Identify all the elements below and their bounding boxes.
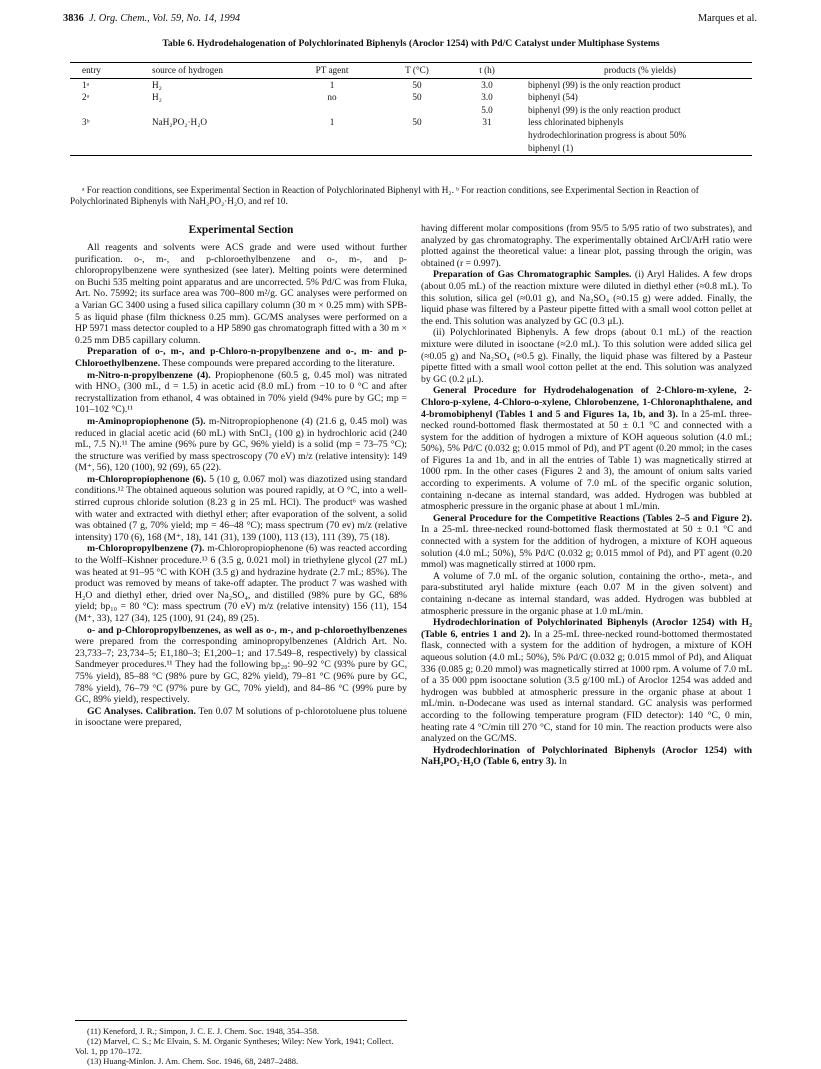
col-header-pt-agent: PT agent	[282, 63, 382, 79]
paragraph: All reagents and solvents were ACS grade and were used without further purification. o-, m-, and p-chloroethylbenzene and o-, m-, and p-chloropropylbenzene were synthesized (see later). Melting points were determined on Buchi 535 melting point apparatus and are uncorrected. 5% Pd/C was from Fluka, Art. No. 75992; its surface area was 700–800 m²/g. GC analyses were performed on a Varian GC 3400 using a fused silica capillary column (30 m × 0.25 mm) with SPB-5 as liquid phase (film thickness 0.25 mm). GC/MS analyses were performed on a HP 5971 mass detector coupled to a HP 5890 gas chromatograph fitted with a 30 m × 0.25 mm DB5 capillary column.	[75, 242, 407, 346]
left-column	[75, 223, 407, 729]
paragraph-body: These compounds were prepared according to the literature.	[160, 357, 395, 369]
right-column	[421, 223, 752, 768]
paragraph-body: In a 25-mL three-necked round-bottomed flask thermostated at 50 ± 0.1 °C and connected with a system for the addition of hydrogen, a mixture of KOH aqueous solution (4.0 mL; 50%), 5% Pd/C (0.032 g; 0.015 mmol of Pd), and PT agent (0.20 mmol) was magnetically stirred at 1000 rpm.	[421, 524, 752, 571]
paragraph-heading: m-Nitro-n-propylbenzene (4).	[87, 369, 211, 381]
paragraph-body: Ten 0.07 M solutions of p-chlorotoluene plus toluene in isooctane were prepared,	[75, 705, 407, 729]
cell-source: H₂	[152, 79, 162, 90]
table-6	[70, 62, 752, 156]
cell-temp: 50	[412, 79, 422, 90]
paragraph	[75, 474, 407, 544]
paragraph: A volume of 7.0 mL of the organic solution, containing the ortho-, meta-, and para-substituted aryl halide mixture (each 0.07 M in the given solvent) and containing n-decane as internal standard, was added. Hydrogen was bubbled at atmospheric pressure in the organic phase at 1.0 mL/min.	[421, 570, 752, 617]
col-header-source: source of hydrogen	[152, 63, 282, 79]
paragraph-body: (i) Aryl Halides. A few drops (about 0.05 mL) of the reaction mixture were diluted in diethyl ether (≈0.8 mL). To this solution, silica gel (≈0.01 g), and Na₂SO₄ (≈0.15 g) were added. Finally, the liquid phase was filtered by a Pasteur pipette fitted with a small wool cotton pellet at the end. This solution was analyzed by GC (0.3 μL).	[421, 269, 752, 327]
cell-source	[152, 104, 282, 117]
paragraph-body: In a 25-mL three-necked round-bottomed flask thermostated at 50 ± 0.1 °C and connected with a system for the addition of hydrogen a mixture of KOH aqueous solution (4.0 mL; 50%), 5% Pd/C (0.032 g; 0.015 mmol of Pd), and PT agent (0.20 mmol; in the cases of Figures 1a and 1b, and in all the entries of Table 1) was magnetically stirred at 1000 rpm. In the other cases (Figures 2 and 3), the amount of onium salts varied according to experiments. A volume of 7.0 mL of the specific organic solution, containing n-decane as internal standard, was added. Hydrogen was bubbled at atmospheric pressure in the organic phase at about 1 mL/min.	[421, 408, 752, 513]
paragraph	[421, 617, 752, 745]
paragraph-heading: m-Aminopropiophenone (5).	[87, 415, 206, 427]
paragraph-heading: GC Analyses. Calibration.	[87, 705, 196, 717]
paragraph	[75, 625, 407, 706]
page-number: 3836	[63, 13, 84, 24]
cell-source	[152, 129, 282, 142]
paragraph	[75, 346, 407, 369]
paragraph	[75, 543, 407, 624]
cell-pt	[282, 129, 382, 142]
paragraph-body: In	[556, 756, 567, 768]
cell-pt: 1	[329, 79, 335, 90]
journal-citation: J. Org. Chem., Vol. 59, No. 14, 1994	[88, 13, 241, 24]
cell-source: H₂	[152, 92, 162, 103]
cell-products: biphenyl (99) is the only reaction product	[528, 104, 681, 115]
cell-entry: 1ᵃ	[82, 79, 90, 90]
cell-entry	[70, 129, 152, 142]
table-row	[70, 78, 752, 91]
cell-time	[452, 129, 522, 142]
col-header-time: t (h)	[452, 63, 522, 79]
cell-entry	[70, 104, 152, 117]
cell-temp	[382, 129, 452, 142]
reference-item: (13) Huang-Minlon. J. Am. Chem. Soc. 1946, 68, 2487–2488.	[87, 1056, 299, 1066]
cell-temp	[382, 142, 452, 156]
cell-entry	[70, 142, 152, 156]
references	[75, 1020, 407, 1066]
cell-pt	[282, 142, 382, 156]
header-authors: Marques et al.	[697, 13, 757, 24]
cell-products: less chlorinated biphenyls	[528, 117, 624, 128]
paragraph	[421, 269, 752, 327]
table-footnote: ᵃ For reaction conditions, see Experimental Section in Reaction of Polychlorinated Biphenyl with H₂. ᵇ For reaction conditions, see Experimental Section in Reaction of Polychlorinated Biphenyls with NaH₂PO₂·H₂O, and ref 10.	[70, 185, 699, 206]
paragraph-heading: General Procedure for Hydrodehalogenation of 2-Chloro-m-xylene, 2-Chloro-p-xylene, 4-Chloro-o-xylene, Chlorobenzene, 1-Chloronaphthalene, and 4-bromobiphenyl (Tables 1 and 5 and Figures 1a, 1b, and 3).	[421, 385, 752, 420]
cell-pt: 1	[329, 117, 335, 128]
paragraph	[421, 513, 752, 571]
cell-products: biphenyl (1)	[522, 142, 752, 156]
table-header-row	[70, 63, 752, 79]
cell-pt	[282, 104, 382, 117]
paragraph	[421, 745, 752, 768]
cell-temp: 50	[412, 117, 422, 128]
cell-temp: 50	[412, 92, 422, 103]
paragraph	[421, 385, 752, 513]
col-header-products: products (% yields)	[522, 63, 752, 79]
paragraph-heading: m-Chloropropylbenzene (7).	[87, 543, 205, 555]
cell-time: 3.0	[481, 79, 493, 90]
cell-products: hydrodechlorination progress is about 50%	[528, 129, 687, 140]
cell-entry: 2ᵃ	[82, 92, 90, 103]
section-title: Experimental Section	[188, 224, 294, 236]
running-header	[63, 13, 757, 27]
col-header-temperature: T (°C)	[382, 63, 452, 79]
cell-source: NaH₂PO₂·H₂O	[152, 117, 208, 128]
cell-temp	[382, 104, 452, 117]
paragraph: having different molar compositions (from 95/5 to 5/95 ratio of two substrates), and analyzed by gas chromatography. The experimentally obtained ArCl/ArH ratio were plotted against the theoretical value: a linear plot, passing through the origin, was obtained (r = 0.997).	[421, 223, 752, 269]
table-row	[70, 142, 752, 156]
paragraph-heading: Hydrodechlorination of Polychlorinated Biphenyls (Aroclor 1254) with H₂ (Table 6, entries 1 and 2).	[421, 617, 752, 640]
table-caption: Table 6. Hydrodehalogenation of Polychlorinated Biphenyls (Aroclor 1254) with Pd/C Catalyst under Multiphase Systems	[162, 38, 660, 49]
paragraph-heading: m-Chloropropiophenone (6).	[87, 473, 207, 485]
cell-pt: no	[327, 92, 337, 103]
paragraph-heading: Preparation of Gas Chromatographic Samples.	[433, 269, 632, 281]
col-header-entry: entry	[70, 63, 152, 79]
cell-time: 31	[482, 117, 492, 128]
cell-time: 3.0	[481, 92, 493, 103]
table-row	[70, 104, 752, 117]
table-row	[70, 91, 752, 104]
paragraph	[75, 706, 407, 729]
paragraph	[75, 416, 407, 474]
cell-products: biphenyl (54)	[528, 92, 578, 103]
paragraph-heading: o- and p-Chloropropylbenzenes, as well as o-, m-, and p-chloroethylbenzenes	[87, 624, 407, 636]
paragraph-body: In a 25-mL three-necked round-bottomed thermostated flask, connected with a system for the addition of hydrogen, a mixture of KOH aqueous solution (4.0 mL; 50%), 5% Pd/C (0.032 g; 0.015 mmol of Pd), and Aliquat 336 (0.085 g; 0.20 mmol) was magnetically stirred at 1000 rpm. A volume of 7.0 mL of a 35 000 ppm isooctane solution (3.5 g/100 mL) of Aroclor 1254 was added and hydrogen was bubbled at atmospheric pressure in the organic phase at about 1 mL/min. n-Dodecane was used as internal standard. GC analysis was performed according to the following temperature program (FID detector): 140 °C, 0 min, heating rate 4 °C/min till 270 °C, stand for 10 min. The reaction products were also analyzed on the GC/MS.	[421, 628, 752, 745]
cell-products: biphenyl (99) is the only reaction product	[528, 79, 681, 90]
cell-source	[152, 142, 282, 156]
paragraph-body: 5 (10 g, 0.067 mol) was diazotized using standard conditions.¹² The obtained aqueous solution was poured rapidly, at O °C, into a well-stirred cuprous chloride solution (8.23 g in 25 mL HCl). The product⁶ was washed with water and extracted with diethyl ether; after evaporation of the solvent, a solid was obtained (7 g, 70% yield; mp = 46–48 °C); mass spectrum (70 ev) m/z (relative intensity) 170 (6), 168 (M⁺, 18), 141 (31), 139 (100), 113 (13), 111 (39), 75 (18).	[75, 473, 407, 543]
paragraph	[75, 370, 407, 416]
cell-time	[452, 142, 522, 156]
paragraph-body: were prepared from the corresponding aminopropylbenzenes (Aldrich Art. No. 23,733–7; 23,734–5; E1,180–3; E1,200–1; and 17.549–8, respectively) by classical Sandmeyer procedures.¹¹ They had the following bp₂₀: 90–92 °C (93% pure by GC, 75% yield), 85–88 °C (98% pure by GC, 82% yield), 79–81 °C (96% pure by GC, 78% yield), 76–79 °C (97% pure by GC, 70% yield), and 84–86 °C (99% pure by GC, 89% yield), respectively.	[75, 636, 407, 706]
reference-item: (12) Marvel, C. S.; Mc Elvain, S. M. Organic Syntheses; Wiley: New York, 1941; Collect. Vol. 1, pp 170–172.	[75, 1036, 394, 1056]
paragraph-heading: Hydrodechlorination of Polychlorinated Biphenyls (Aroclor 1254) with NaH₂PO₂·H₂O (Table 6, entry 3).	[421, 744, 752, 768]
paragraph-heading: Preparation of o-, m-, and p-Chloro-n-propylbenzene and o-, m- and p-Chloroethylbenzene.	[75, 346, 407, 369]
reference-item: (11) Keneford, J. R.; Simpon, J. C. E. J. Chem. Soc. 1948, 354–358.	[87, 1026, 320, 1036]
table-row	[70, 129, 752, 142]
cell-entry: 3ᵇ	[82, 117, 90, 128]
table-row	[70, 116, 752, 129]
paragraph-body: Propiophenone (60.5 g, 0.45 mol) was nitrated with HNO₃ (300 mL, d = 1.5) in acetic acid (8.0 mL) from −10 to 0 °C and after recrystallization from ethanol, 4 was obtained in 70% yield (94% pure by GC; mp = 101–102 °C).¹¹	[75, 369, 407, 416]
paragraph-heading: General Procedure for the Competitive Reactions (Tables 2–5 and Figure 2).	[433, 512, 752, 524]
paragraph-body: m-Nitropropiophenone (4) (21.6 g, 0.45 mol) was reduced in glacial acetic acid (60 mL) with SnCl₂ (100 g) in hydrochloric acid (240 mL, 7.5 N).¹¹ The amine (96% pure by GC, 96% yield) is a solid (mp = 73–75 °C); the structure was verified by mass spectroscopy (70 eV) m/z (relative intensity): 149 (M⁺, 56), 120 (100), 92 (69), 65 (22).	[75, 415, 407, 474]
cell-time: 5.0	[481, 104, 493, 115]
header-left	[63, 13, 240, 24]
paragraph: (ii) Polychlorinated Biphenyls. A few drops (about 0.1 mL) of the reaction mixture were diluted in isooctane (≈2.0 mL). To this solution were added silica gel (≈0.05 g) and Na₂SO₄ (≈0.5 g). Finally, the liquid phase was filtered by a Pasteur pipette fitted with a small wool cotton pellet at the end. This solution was analyzed by GC (0.2 μL).	[421, 327, 752, 385]
paragraph-body: m-Chloropropiophenone (6) was reacted according to the Wolff–Kishner procedure.¹³ 6 (3.5 g, 0.021 mol) in triethylene glycol (27 mL) was heated at 91–95 °C with KOH (3.5 g) and hydrazine hydrate (2.7 mL; 85%). The product was removed by means of take-off adapter. The product 7 was washed with H₂O and diethyl ether, dried over Na₂SO₄, and distilled (98% pure by GC, 68% yield; bp₁₀ = 80 °C): mass spectrum (70 eV) m/z (relative intensity) 156 (11), 154 (M⁺, 33), 127 (34), 125 (100), 91 (24), 89 (25).	[75, 543, 407, 624]
